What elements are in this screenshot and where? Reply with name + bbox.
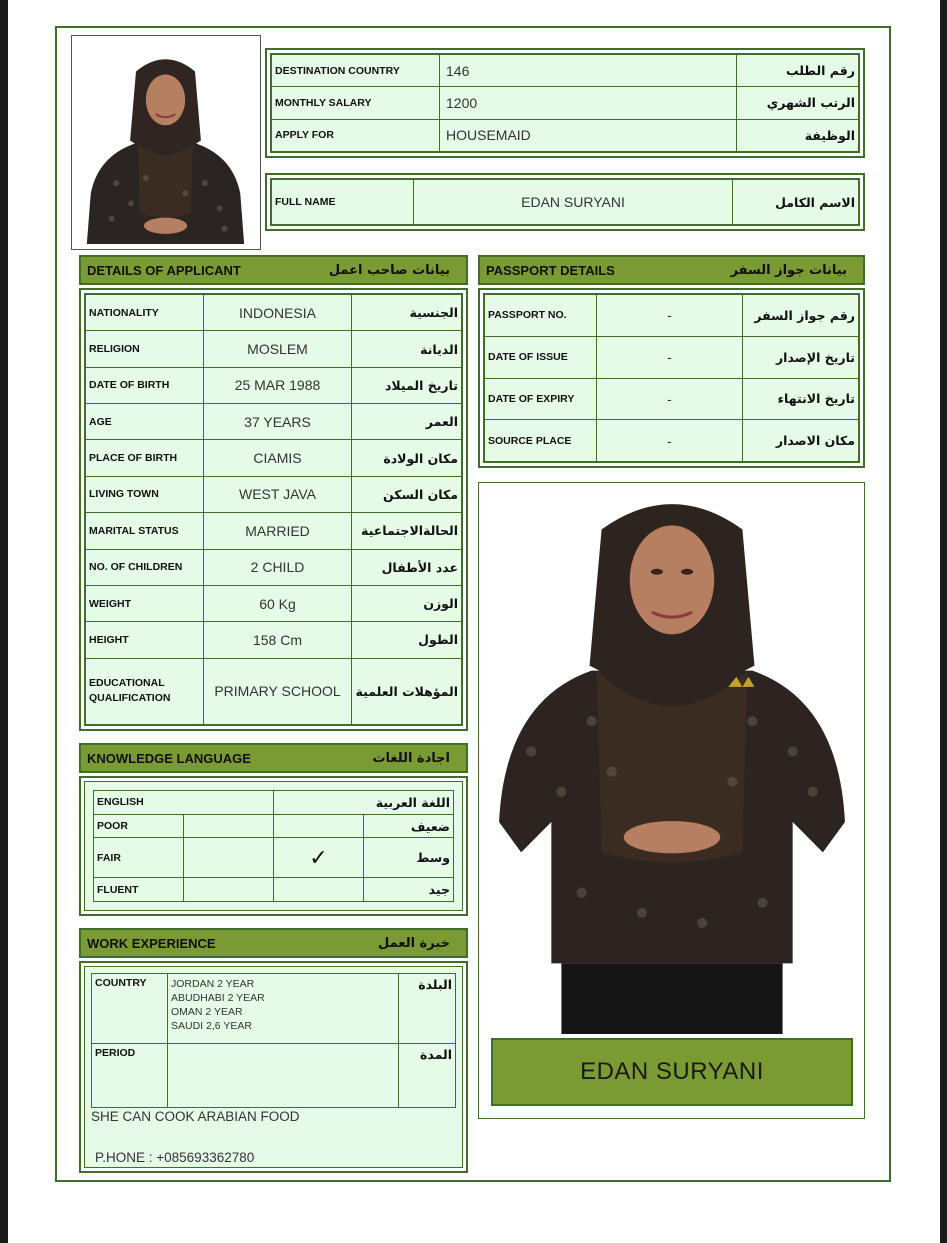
table-row xyxy=(485,295,859,337)
country-label: COUNTRY xyxy=(92,974,168,1044)
table-row xyxy=(485,420,859,462)
row-value: 158 Cm xyxy=(204,622,352,658)
language-row-fluent xyxy=(94,878,454,902)
full-name-table xyxy=(271,179,859,225)
language-table xyxy=(93,790,454,902)
passport-section-header xyxy=(478,255,865,285)
experience-period-row xyxy=(92,1044,456,1108)
applicant-rows xyxy=(86,295,462,725)
passport-details-table xyxy=(484,294,859,462)
row-value: - xyxy=(597,378,743,420)
row-label-ar: المؤهلات العلمية xyxy=(352,658,462,724)
destination-country-value: 146 xyxy=(440,55,737,87)
level-label-poor: POOR xyxy=(94,814,184,838)
level-label-fair: FAIR xyxy=(94,838,184,878)
row-label-ar: الطول xyxy=(352,622,462,658)
row-label-ar: رقم جواز السفر xyxy=(743,295,859,337)
language-section-header xyxy=(79,743,468,773)
period-label-ar: المدة xyxy=(399,1044,456,1108)
table-row xyxy=(86,367,462,403)
table-row xyxy=(485,336,859,378)
experience-section-title: WORK EXPERIENCE xyxy=(87,935,216,951)
passport-section-title: PASSPORT DETAILS xyxy=(486,262,615,278)
table-row xyxy=(86,295,462,331)
row-value: - xyxy=(597,336,743,378)
country-entry: SAUDI 2,6 YEAR xyxy=(171,1020,252,1032)
small-photo-frame xyxy=(71,35,261,250)
photo-caption: EDAN SURYANI xyxy=(580,1058,764,1085)
monthly-salary-row xyxy=(272,87,859,119)
row-value: 2 CHILD xyxy=(204,549,352,585)
row-label-ar: العمر xyxy=(352,404,462,440)
full-name-label: FULL NAME xyxy=(272,180,414,225)
screen-edge-left xyxy=(0,0,8,1243)
country-list xyxy=(168,974,399,1044)
apply-for-row xyxy=(272,119,859,151)
experience-section-header xyxy=(79,928,468,958)
row-value: 37 YEARS xyxy=(204,404,352,440)
table-row xyxy=(86,440,462,476)
request-info-box xyxy=(265,48,865,158)
row-label: EDUCATIONAL QUALIFICATION xyxy=(86,658,204,724)
row-label-ar: تاريخ الإصدار xyxy=(743,336,859,378)
applicant-details-table xyxy=(85,294,462,725)
photo-caption-box xyxy=(491,1038,853,1106)
country-label-ar: البلدة xyxy=(399,974,456,1044)
row-label: SOURCE PLACE xyxy=(485,420,597,462)
applicant-details-box xyxy=(79,288,468,731)
row-label: MARITAL STATUS xyxy=(86,513,204,549)
experience-table xyxy=(91,973,456,1108)
period-label: PERIOD xyxy=(92,1044,168,1108)
destination-country-row xyxy=(272,55,859,87)
row-label: HEIGHT xyxy=(86,622,204,658)
country-entry: OMAN 2 YEAR xyxy=(171,1006,243,1018)
row-label-ar: مكان السكن xyxy=(352,476,462,512)
apply-for-label: APPLY FOR xyxy=(272,119,440,151)
row-label-ar: مكان الاصدار xyxy=(743,420,859,462)
destination-country-label: DESTINATION COUNTRY xyxy=(272,55,440,87)
arabic-mark-fair: ✓ xyxy=(274,838,364,878)
row-value: MOSLEM xyxy=(204,331,352,367)
language-section-title: KNOWLEDGE LANGUAGE xyxy=(87,750,251,766)
row-label: DATE OF BIRTH xyxy=(86,367,204,403)
table-row xyxy=(86,331,462,367)
row-label-ar: الجنسية xyxy=(352,295,462,331)
table-row xyxy=(86,513,462,549)
english-header: ENGLISH xyxy=(94,791,274,815)
row-value: CIAMIS xyxy=(204,440,352,476)
large-photo-frame xyxy=(478,482,865,1119)
apply-for-value: HOUSEMAID xyxy=(440,119,737,151)
row-label-ar: الحالةالاجتماعية xyxy=(352,513,462,549)
row-value: INDONESIA xyxy=(204,295,352,331)
passport-section-title-ar: بيانات جواز السفر xyxy=(730,262,847,278)
country-entry: JORDAN 2 YEAR xyxy=(171,978,255,990)
level-label-poor-ar: ضعيف xyxy=(364,814,454,838)
language-row-poor xyxy=(94,814,454,838)
row-label-ar: مكان الولادة xyxy=(352,440,462,476)
level-label-fluent-ar: جيد xyxy=(364,878,454,902)
row-label: DATE OF ISSUE xyxy=(485,336,597,378)
period-value xyxy=(168,1044,399,1108)
row-label-ar: عدد الأطفال xyxy=(352,549,462,585)
experience-section-title-ar: خبرة العمل xyxy=(378,935,450,951)
row-value: PRIMARY SCHOOL xyxy=(204,658,352,724)
apply-for-label-ar: الوظيفة xyxy=(737,119,859,151)
monthly-salary-label-ar: الرتب الشهري xyxy=(737,87,859,119)
screen-edge-right xyxy=(940,0,947,1243)
language-section-title-ar: اجادة اللغات xyxy=(372,750,450,766)
row-label: RELIGION xyxy=(86,331,204,367)
row-value: - xyxy=(597,295,743,337)
row-label: AGE xyxy=(86,404,204,440)
monthly-salary-value: 1200 xyxy=(440,87,737,119)
table-row xyxy=(86,549,462,585)
table-row xyxy=(86,404,462,440)
row-value: - xyxy=(597,420,743,462)
phone-number: P.HONE : +085693362780 xyxy=(95,1150,255,1165)
language-row-fair xyxy=(94,838,454,878)
row-label: LIVING TOWN xyxy=(86,476,204,512)
monthly-salary-label: MONTHLY SALARY xyxy=(272,87,440,119)
row-label: DATE OF EXPIRY xyxy=(485,378,597,420)
row-label: NO. OF CHILDREN xyxy=(86,549,204,585)
row-label-ar: الديانة xyxy=(352,331,462,367)
row-value: WEST JAVA xyxy=(204,476,352,512)
row-value: 25 MAR 1988 xyxy=(204,367,352,403)
cooking-note: SHE CAN COOK ARABIAN FOOD xyxy=(91,1109,300,1124)
english-mark-fluent xyxy=(184,878,274,902)
table-row xyxy=(86,622,462,658)
applicant-section-title: DETAILS OF APPLICANT xyxy=(87,262,241,278)
row-label: PASSPORT NO. xyxy=(485,295,597,337)
arabic-mark-poor xyxy=(274,814,364,838)
row-label: PLACE OF BIRTH xyxy=(86,440,204,476)
applicant-section-header xyxy=(79,255,468,285)
row-label-ar: الوزن xyxy=(352,585,462,621)
experience-box xyxy=(79,961,468,1173)
country-entry: ABUDHABI 2 YEAR xyxy=(171,992,265,1004)
table-row xyxy=(86,658,462,724)
full-name-box xyxy=(265,173,865,231)
level-label-fair-ar: وسط xyxy=(364,838,454,878)
row-label-ar: تاريخ الانتهاء xyxy=(743,378,859,420)
level-label-fluent: FLUENT xyxy=(94,878,184,902)
row-label-ar: تاريخ الميلاد xyxy=(352,367,462,403)
language-header-row xyxy=(94,791,454,815)
applicant-photo-large xyxy=(491,489,853,1034)
request-info-table xyxy=(271,54,859,152)
full-name-label-ar: الاسم الكامل xyxy=(733,180,859,225)
row-value: 60 Kg xyxy=(204,585,352,621)
row-label: WEIGHT xyxy=(86,585,204,621)
english-mark-poor xyxy=(184,814,274,838)
table-row xyxy=(86,476,462,512)
table-row xyxy=(86,585,462,621)
arabic-header: اللغة العربية xyxy=(274,791,454,815)
language-box xyxy=(79,776,468,916)
arabic-mark-fluent xyxy=(274,878,364,902)
passport-rows xyxy=(485,295,859,462)
row-value: MARRIED xyxy=(204,513,352,549)
applicant-photo-small xyxy=(77,41,254,244)
english-mark-fair xyxy=(184,838,274,878)
experience-country-row xyxy=(92,974,456,1044)
full-name-value: EDAN SURYANI xyxy=(414,180,733,225)
applicant-section-title-ar: بيانات صاحب اعمل xyxy=(328,262,450,278)
destination-country-label-ar: رقم الطلب xyxy=(737,55,859,87)
table-row xyxy=(485,378,859,420)
passport-details-box xyxy=(478,288,865,468)
row-label: NATIONALITY xyxy=(86,295,204,331)
